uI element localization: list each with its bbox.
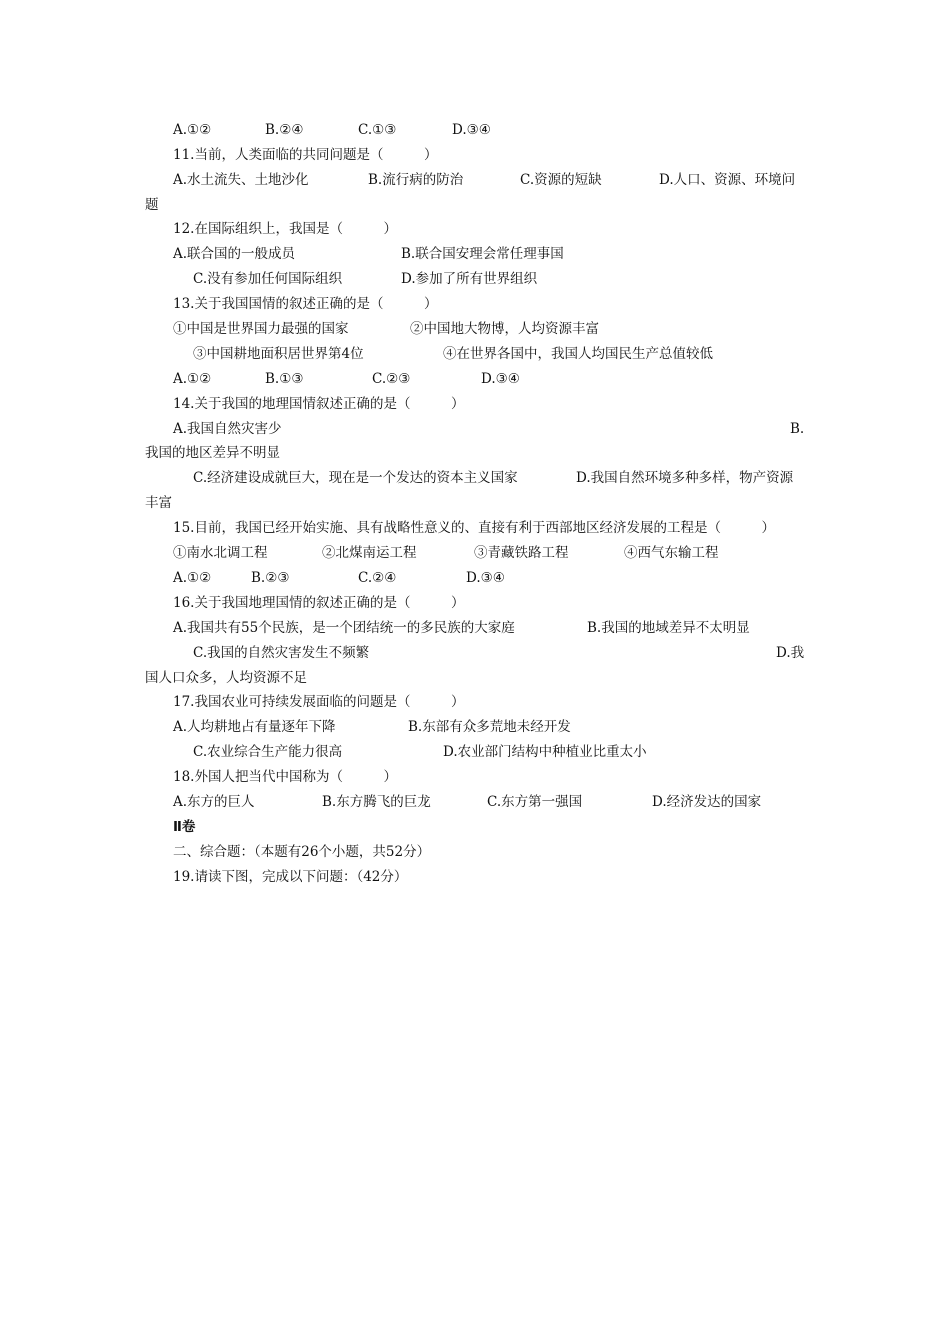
q13-item-1: ①中国是世界国力最强的国家 bbox=[173, 321, 349, 337]
q13-option-d: D.③④ bbox=[481, 371, 520, 387]
q12-option-c: C.没有参加任何国际组织 bbox=[193, 271, 343, 287]
q14-option-d-wrap: 丰富 bbox=[145, 495, 172, 511]
option-b: B.②④ bbox=[265, 122, 304, 138]
question-12-stem: 12.在国际组织上，我国是（ ） bbox=[173, 221, 397, 237]
question-19-stem: 19.请读下图，完成以下问题：（42分） bbox=[173, 869, 408, 885]
q14-option-d: D.我国自然环境多种多样，物产资源 bbox=[576, 470, 794, 486]
q15-item-3: ③青藏铁路工程 bbox=[474, 545, 569, 561]
q17-option-d: D.农业部门结构中种植业比重太小 bbox=[443, 744, 647, 760]
question-11-stem: 11.当前，人类面临的共同问题是（ ） bbox=[173, 147, 438, 163]
q11-option-b: B.流行病的防治 bbox=[368, 172, 464, 188]
q15-item-4: ④西气东输工程 bbox=[624, 545, 719, 561]
q14-option-c: C.经济建设成就巨大，现在是一个发达的资本主义国家 bbox=[193, 470, 518, 486]
q14-option-b-label: B. bbox=[790, 421, 805, 437]
q15-item-2: ②北煤南运工程 bbox=[322, 545, 417, 561]
q15-item-1: ①南水北调工程 bbox=[173, 545, 268, 561]
option-d: D.③④ bbox=[452, 122, 491, 138]
q14-option-b-text: 我国的地区差异不明显 bbox=[145, 445, 280, 461]
q18-option-c: C.东方第一强国 bbox=[487, 794, 583, 810]
q14-option-a: A.我国自然灾害少 bbox=[173, 421, 282, 437]
q18-option-b: B.东方腾飞的巨龙 bbox=[322, 794, 431, 810]
question-13-stem: 13.关于我国国情的叙述正确的是（ ） bbox=[173, 296, 438, 312]
q13-option-a: A.①② bbox=[173, 371, 212, 387]
option-a: A.①② bbox=[173, 122, 212, 138]
q15-option-c: C.②④ bbox=[358, 570, 397, 586]
q17-option-a: A.人均耕地占有量逐年下降 bbox=[173, 719, 336, 735]
q16-option-d-label: D.我 bbox=[776, 645, 805, 661]
q16-option-b: B.我国的地域差异不太明显 bbox=[587, 620, 750, 636]
q15-option-b: B.②③ bbox=[251, 570, 290, 586]
part-2-heading: Ⅱ卷 bbox=[173, 819, 196, 835]
option-c: C.①③ bbox=[358, 122, 397, 138]
q16-option-c: C.我国的自然灾害发生不频繁 bbox=[193, 645, 370, 661]
question-14-stem: 14.关于我国的地理国情叙述正确的是（ ） bbox=[173, 396, 465, 412]
question-18-stem: 18.外国人把当代中国称为（ ） bbox=[173, 769, 397, 785]
q11-option-c: C.资源的短缺 bbox=[520, 172, 602, 188]
q15-option-d: D.③④ bbox=[466, 570, 505, 586]
q13-item-4: ④在世界各国中，我国人均国民生产总值较低 bbox=[443, 346, 713, 362]
q18-option-d: D.经济发达的国家 bbox=[652, 794, 762, 810]
q17-option-b: B.东部有众多荒地未经开发 bbox=[408, 719, 571, 735]
q18-option-a: A.东方的巨人 bbox=[173, 794, 255, 810]
q13-item-3: ③中国耕地面积居世界第4位 bbox=[193, 346, 364, 362]
q11-option-d: D.人口、资源、环境问 bbox=[659, 172, 796, 188]
section-2-title: 二、综合题：（本题有26个小题，共52分） bbox=[173, 844, 431, 860]
q13-option-b: B.①③ bbox=[265, 371, 304, 387]
question-17-stem: 17.我国农业可持续发展面临的问题是（ ） bbox=[173, 694, 465, 710]
question-16-stem: 16.关于我国地理国情的叙述正确的是（ ） bbox=[173, 595, 465, 611]
q11-option-a: A.水土流失、土地沙化 bbox=[173, 172, 309, 188]
q17-option-c: C.农业综合生产能力很高 bbox=[193, 744, 343, 760]
q15-option-a: A.①② bbox=[173, 570, 212, 586]
q16-option-d-wrap: 国人口众多，人均资源不足 bbox=[145, 670, 307, 686]
q13-option-c: C.②③ bbox=[372, 371, 411, 387]
q12-option-a: A.联合国的一般成员 bbox=[173, 246, 296, 262]
q13-item-2: ②中国地大物博，人均资源丰富 bbox=[410, 321, 599, 337]
q16-option-a: A.我国共有55个民族，是一个团结统一的多民族的大家庭 bbox=[173, 620, 515, 636]
q12-option-b: B.联合国安理会常任理事国 bbox=[401, 246, 564, 262]
q12-option-d: D.参加了所有世界组织 bbox=[401, 271, 538, 287]
question-15-stem: 15.目前，我国已经开始实施、具有战略性意义的、直接有利于西部地区经济发展的工程是（ ） bbox=[173, 520, 775, 536]
q11-option-d-wrap: 题 bbox=[145, 197, 159, 213]
